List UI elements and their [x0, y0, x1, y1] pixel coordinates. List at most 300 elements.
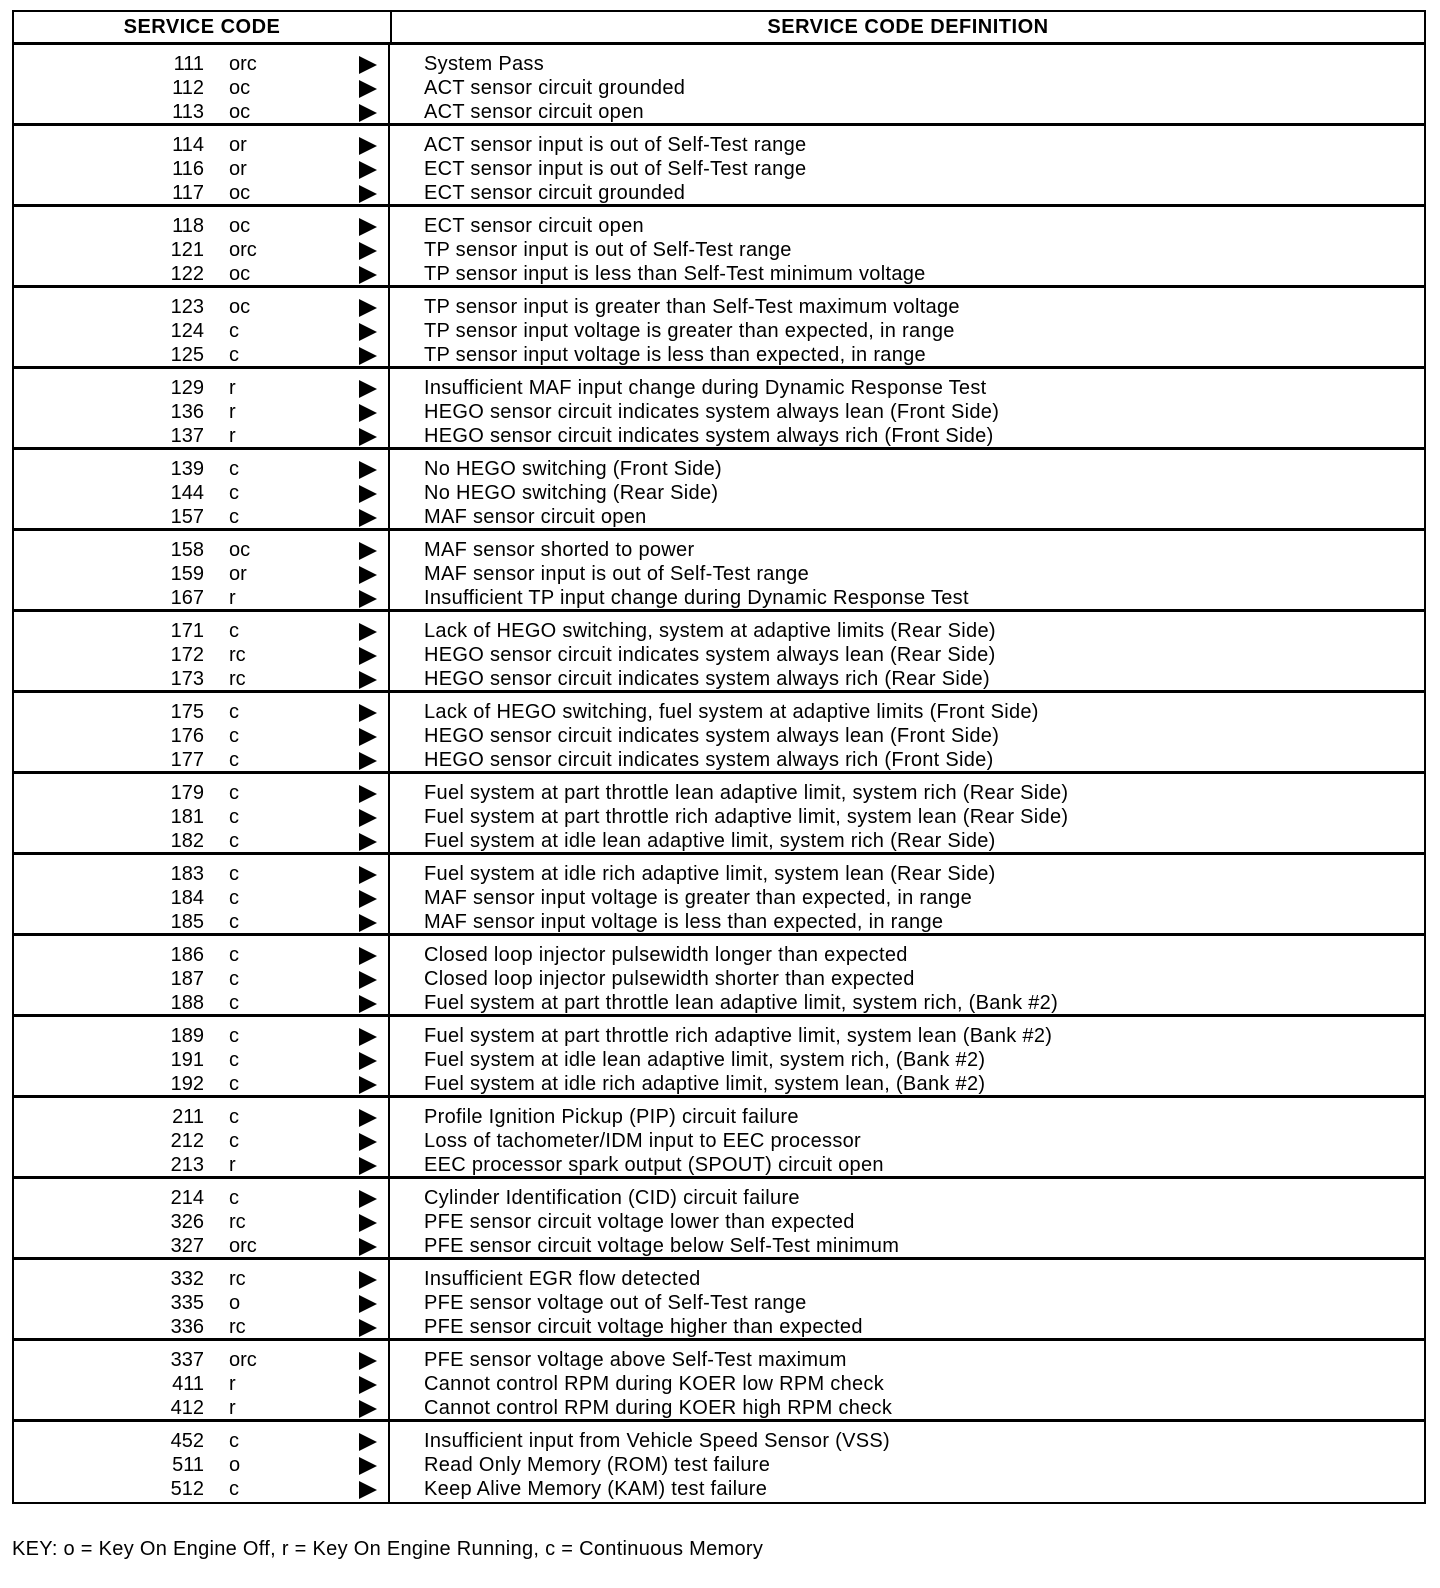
arrow-right-icon: [359, 161, 377, 179]
arrow-right-icon: [359, 785, 377, 803]
test-mode-flag: o: [229, 1292, 241, 1314]
definition-column-header: SERVICE CODE DEFINITION: [767, 16, 1049, 38]
definition-cell: [390, 288, 1424, 366]
arrow-right-icon: [359, 1052, 377, 1070]
code-row: [14, 667, 388, 691]
test-mode-flag: c: [229, 506, 239, 528]
arrow-right-icon: [359, 485, 377, 503]
definition-text: Loss of tachometer/IDM input to EEC processor: [424, 1130, 862, 1152]
definition-cell: [390, 1179, 1424, 1257]
service-code-number: 182: [170, 830, 204, 852]
code-group: [14, 693, 1424, 774]
definition-text: ACT sensor input is out of Self-Test range: [424, 134, 807, 156]
code-cell: [14, 1422, 390, 1502]
service-code-number: 189: [170, 1025, 204, 1047]
definition-cell: [390, 450, 1424, 528]
definition-text: Lack of HEGO switching, fuel system at adaptive limits (Front Side): [424, 701, 1039, 723]
code-group: [14, 1422, 1424, 1502]
arrow-right-icon: [359, 218, 377, 236]
definition-text: HEGO sensor circuit indicates system always rich (Front Side): [424, 749, 994, 771]
test-mode-flag: or: [229, 563, 247, 585]
arrow-right-icon: [359, 704, 377, 722]
code-group: [14, 450, 1424, 531]
code-group: [14, 45, 1424, 126]
arrow-right-icon: [359, 890, 377, 908]
code-row: [14, 538, 388, 562]
service-code-number: 412: [170, 1397, 204, 1419]
arrow-right-icon: [359, 671, 377, 689]
test-mode-flag: c: [229, 725, 239, 747]
code-row: [14, 262, 388, 286]
code-row: [14, 805, 388, 829]
test-mode-flag: r: [229, 377, 236, 399]
code-row: [14, 586, 388, 610]
test-mode-flag: c: [229, 320, 239, 342]
service-code-number: 214: [170, 1187, 204, 1209]
code-row: [14, 343, 388, 367]
definition-text: Fuel system at idle lean adaptive limit, system rich (Rear Side): [424, 830, 996, 852]
definition-text: EEC processor spark output (SPOUT) circuit open: [424, 1154, 884, 1176]
service-code-number: 186: [170, 944, 204, 966]
code-row: [14, 619, 388, 643]
test-mode-flag: orc: [229, 53, 257, 75]
code-group: [14, 774, 1424, 855]
definition-text: No HEGO switching (Front Side): [424, 458, 722, 480]
definition-cell: [390, 531, 1424, 609]
code-cell: [14, 693, 390, 771]
service-code-number: 123: [170, 296, 204, 318]
arrow-right-icon: [359, 833, 377, 851]
arrow-right-icon: [359, 542, 377, 560]
definition-text: TP sensor input voltage is less than expected, in range: [424, 344, 926, 366]
service-code-number: 183: [170, 863, 204, 885]
test-mode-flag: oc: [229, 539, 251, 561]
arrow-right-icon: [359, 1190, 377, 1208]
arrow-right-icon: [359, 1028, 377, 1046]
code-cell: [14, 288, 390, 366]
test-mode-flag: oc: [229, 182, 251, 204]
code-cell: [14, 936, 390, 1014]
code-cell: [14, 126, 390, 204]
code-row: [14, 457, 388, 481]
code-row: [14, 829, 388, 853]
test-mode-flag: r: [229, 425, 236, 447]
test-mode-flag: c: [229, 482, 239, 504]
arrow-right-icon: [359, 1295, 377, 1313]
code-row: [14, 133, 388, 157]
service-code-column-header: SERVICE CODE: [14, 12, 392, 42]
arrow-right-icon: [359, 623, 377, 641]
service-code-document: [12, 10, 1426, 1504]
service-code-number: 191: [170, 1049, 204, 1071]
service-code-number: 129: [170, 377, 204, 399]
service-code-number: 326: [170, 1211, 204, 1233]
code-row: [14, 862, 388, 886]
code-row: [14, 967, 388, 991]
service-code-number: 122: [170, 263, 204, 285]
code-row: [14, 295, 388, 319]
arrow-right-icon: [359, 266, 377, 284]
arrow-right-icon: [359, 1133, 377, 1151]
definition-text: Profile Ignition Pickup (PIP) circuit failure: [424, 1106, 799, 1128]
test-mode-flag: r: [229, 1373, 236, 1395]
definition-text: ACT sensor circuit open: [424, 101, 644, 123]
definition-text: Fuel system at idle rich adaptive limit, system lean (Rear Side): [424, 863, 996, 885]
code-row: [14, 1315, 388, 1339]
test-mode-flag: or: [229, 158, 247, 180]
service-code-number: 512: [170, 1478, 204, 1500]
definition-text: TP sensor input is less than Self-Test minimum voltage: [424, 263, 926, 285]
service-code-number: 125: [170, 344, 204, 366]
test-mode-flag: oc: [229, 263, 251, 285]
code-row: [14, 1267, 388, 1291]
service-code-number: 158: [170, 539, 204, 561]
code-group: [14, 855, 1424, 936]
test-mode-flag: rc: [229, 1268, 246, 1290]
code-row: [14, 76, 388, 100]
definition-text: PFE sensor circuit voltage higher than expected: [424, 1316, 863, 1338]
code-group: [14, 1179, 1424, 1260]
arrow-right-icon: [359, 380, 377, 398]
test-mode-flag: orc: [229, 239, 257, 261]
service-code-number: 157: [170, 506, 204, 528]
definition-cell: [390, 612, 1424, 690]
service-code-number: 113: [172, 101, 204, 123]
test-mode-flag: c: [229, 1106, 239, 1128]
definition-cell: [390, 1098, 1424, 1176]
test-mode-flag: orc: [229, 1349, 257, 1371]
service-code-number: 192: [170, 1073, 204, 1095]
arrow-right-icon: [359, 1376, 377, 1394]
definition-text: Fuel system at idle rich adaptive limit, system lean, (Bank #2): [424, 1073, 986, 1095]
test-mode-flag: c: [229, 992, 239, 1014]
arrow-right-icon: [359, 323, 377, 341]
arrow-right-icon: [359, 428, 377, 446]
code-row: [14, 319, 388, 343]
definition-text: MAF sensor input voltage is less than expected, in range: [424, 911, 944, 933]
test-mode-flag: c: [229, 911, 239, 933]
arrow-right-icon: [359, 347, 377, 365]
code-row: [14, 1129, 388, 1153]
service-code-number: 337: [170, 1349, 204, 1371]
test-mode-flag: c: [229, 887, 239, 909]
definition-text: Closed loop injector pulsewidth shorter than expected: [424, 968, 915, 990]
test-mode-flag: rc: [229, 1316, 246, 1338]
test-mode-flag: or: [229, 134, 247, 156]
code-row: [14, 1210, 388, 1234]
arrow-right-icon: [359, 1157, 377, 1175]
code-group: [14, 531, 1424, 612]
definition-text: ECT sensor circuit open: [424, 215, 644, 237]
arrow-right-icon: [359, 728, 377, 746]
arrow-right-icon: [359, 1319, 377, 1337]
service-code-number: 116: [172, 158, 204, 180]
code-row: [14, 1477, 388, 1501]
arrow-right-icon: [359, 995, 377, 1013]
service-code-number: 175: [170, 701, 204, 723]
test-mode-flag: oc: [229, 77, 251, 99]
definition-text: TP sensor input is greater than Self-Test maximum voltage: [424, 296, 960, 318]
service-code-number: 181: [170, 806, 204, 828]
code-row: [14, 505, 388, 529]
service-code-number: 212: [170, 1130, 204, 1152]
service-code-number: 121: [170, 239, 204, 261]
test-mode-flag: c: [229, 782, 239, 804]
test-mode-flag: c: [229, 701, 239, 723]
code-row: [14, 181, 388, 205]
code-row: [14, 1429, 388, 1453]
definition-text: Cannot control RPM during KOER low RPM check: [424, 1373, 885, 1395]
service-code-number: 111: [173, 53, 204, 75]
definition-text: Closed loop injector pulsewidth longer than expected: [424, 944, 908, 966]
definition-cell: [390, 1017, 1424, 1095]
test-mode-flag: oc: [229, 101, 251, 123]
arrow-right-icon: [359, 461, 377, 479]
code-row: [14, 157, 388, 181]
table-body: [14, 45, 1424, 1502]
definition-text: Fuel system at part throttle lean adaptive limit, system rich (Rear Side): [424, 782, 1069, 804]
service-code-number: 159: [170, 563, 204, 585]
code-cell: [14, 45, 390, 123]
code-cell: [14, 1017, 390, 1095]
definition-cell: [390, 936, 1424, 1014]
service-code-number: 136: [170, 401, 204, 423]
service-code-number: 144: [170, 482, 204, 504]
code-cell: [14, 1098, 390, 1176]
arrow-right-icon: [359, 1400, 377, 1418]
definition-text: System Pass: [424, 53, 544, 75]
service-code-number: 167: [170, 587, 204, 609]
definition-text: Cylinder Identification (CID) circuit failure: [424, 1187, 800, 1209]
test-mode-flag: c: [229, 749, 239, 771]
code-row: [14, 943, 388, 967]
test-mode-flag: r: [229, 401, 236, 423]
definition-text: MAF sensor input voltage is greater than expected, in range: [424, 887, 973, 909]
code-row: [14, 1348, 388, 1372]
definition-text: MAF sensor shorted to power: [424, 539, 695, 561]
code-cell: [14, 531, 390, 609]
code-cell: [14, 1179, 390, 1257]
key-legend: KEY: o = Key On Engine Off, r = Key On Engine Running, c = Continuous Memory: [12, 1538, 764, 1560]
definition-cell: [390, 855, 1424, 933]
code-row: [14, 700, 388, 724]
definition-text: HEGO sensor circuit indicates system always lean (Rear Side): [424, 644, 996, 666]
code-row: [14, 643, 388, 667]
code-row: [14, 991, 388, 1015]
arrow-right-icon: [359, 1457, 377, 1475]
arrow-right-icon: [359, 404, 377, 422]
service-code-number: 511: [172, 1454, 204, 1476]
code-group: [14, 1260, 1424, 1341]
service-code-number: 179: [170, 782, 204, 804]
definition-text: Fuel system at part throttle lean adaptive limit, system rich, (Bank #2): [424, 992, 1059, 1014]
definition-text: ACT sensor circuit grounded: [424, 77, 686, 99]
code-cell: [14, 1260, 390, 1338]
definition-text: Insufficient EGR flow detected: [424, 1268, 701, 1290]
test-mode-flag: c: [229, 344, 239, 366]
code-row: [14, 400, 388, 424]
code-row: [14, 724, 388, 748]
service-code-number: 213: [170, 1154, 204, 1176]
definition-text: HEGO sensor circuit indicates system always lean (Front Side): [424, 401, 1000, 423]
arrow-right-icon: [359, 1214, 377, 1232]
definition-text: Lack of HEGO switching, system at adaptive limits (Rear Side): [424, 620, 996, 642]
code-row: [14, 1234, 388, 1258]
service-code-number: 185: [170, 911, 204, 933]
code-group: [14, 369, 1424, 450]
arrow-right-icon: [359, 299, 377, 317]
definition-text: Insufficient MAF input change during Dynamic Response Test: [424, 377, 987, 399]
test-mode-flag: rc: [229, 1211, 246, 1233]
test-mode-flag: rc: [229, 668, 246, 690]
service-code-number: 173: [170, 668, 204, 690]
code-row: [14, 1024, 388, 1048]
code-row: [14, 1186, 388, 1210]
arrow-right-icon: [359, 80, 377, 98]
definition-text: TP sensor input is out of Self-Test range: [424, 239, 792, 261]
service-code-number: 137: [170, 425, 204, 447]
code-row: [14, 1291, 388, 1315]
code-row: [14, 781, 388, 805]
service-code-number: 336: [170, 1316, 204, 1338]
test-mode-flag: c: [229, 1430, 239, 1452]
definition-cell: [390, 369, 1424, 447]
definition-text: HEGO sensor circuit indicates system always lean (Front Side): [424, 725, 1000, 747]
definition-text: PFE sensor voltage above Self-Test maximum: [424, 1349, 847, 1371]
code-row: [14, 52, 388, 76]
code-cell: [14, 1341, 390, 1419]
code-row: [14, 910, 388, 934]
definition-cell: [390, 1422, 1424, 1502]
code-cell: [14, 855, 390, 933]
code-row: [14, 1048, 388, 1072]
test-mode-flag: c: [229, 1478, 239, 1500]
test-mode-flag: c: [229, 1049, 239, 1071]
definition-text: PFE sensor voltage out of Self-Test range: [424, 1292, 807, 1314]
definition-text: No HEGO switching (Rear Side): [424, 482, 719, 504]
arrow-right-icon: [359, 566, 377, 584]
code-group: [14, 936, 1424, 1017]
code-group: [14, 288, 1424, 369]
test-mode-flag: c: [229, 944, 239, 966]
test-mode-flag: c: [229, 830, 239, 852]
definition-cell: [390, 45, 1424, 123]
arrow-right-icon: [359, 809, 377, 827]
arrow-right-icon: [359, 1238, 377, 1256]
test-mode-flag: c: [229, 1187, 239, 1209]
code-row: [14, 481, 388, 505]
definition-cell: [390, 1260, 1424, 1338]
definition-text: Insufficient TP input change during Dynamic Response Test: [424, 587, 969, 609]
test-mode-flag: c: [229, 863, 239, 885]
arrow-right-icon: [359, 509, 377, 527]
code-group: [14, 1341, 1424, 1422]
code-row: [14, 238, 388, 262]
definition-cell: [390, 693, 1424, 771]
service-code-number: 112: [172, 77, 204, 99]
test-mode-flag: c: [229, 1130, 239, 1152]
code-cell: [14, 612, 390, 690]
service-code-number: 124: [170, 320, 204, 342]
test-mode-flag: oc: [229, 215, 251, 237]
test-mode-flag: c: [229, 620, 239, 642]
service-code-number: 176: [170, 725, 204, 747]
test-mode-flag: r: [229, 1154, 236, 1176]
code-row: [14, 562, 388, 586]
code-row: [14, 214, 388, 238]
definition-text: Fuel system at idle lean adaptive limit, system rich, (Bank #2): [424, 1049, 986, 1071]
code-cell: [14, 369, 390, 447]
service-code-number: 188: [170, 992, 204, 1014]
definition-cell: [390, 1341, 1424, 1419]
code-group: [14, 207, 1424, 288]
definition-text: ECT sensor input is out of Self-Test range: [424, 158, 807, 180]
code-group: [14, 126, 1424, 207]
definition-cell: [390, 126, 1424, 204]
definition-text: HEGO sensor circuit indicates system always rich (Rear Side): [424, 668, 990, 690]
arrow-right-icon: [359, 56, 377, 74]
arrow-right-icon: [359, 947, 377, 965]
test-mode-flag: oc: [229, 296, 251, 318]
definition-text: TP sensor input voltage is greater than expected, in range: [424, 320, 955, 342]
code-row: [14, 376, 388, 400]
arrow-right-icon: [359, 1076, 377, 1094]
definition-text: PFE sensor circuit voltage below Self-Test minimum: [424, 1235, 900, 1257]
test-mode-flag: rc: [229, 644, 246, 666]
test-mode-flag: c: [229, 1073, 239, 1095]
arrow-right-icon: [359, 1352, 377, 1370]
service-code-number: 118: [172, 215, 204, 237]
service-code-number: 452: [170, 1430, 204, 1452]
service-code-number: 114: [172, 134, 204, 156]
test-mode-flag: c: [229, 458, 239, 480]
code-group: [14, 612, 1424, 693]
service-code-number: 332: [170, 1268, 204, 1290]
definition-text: Cannot control RPM during KOER high RPM check: [424, 1397, 893, 1419]
arrow-right-icon: [359, 647, 377, 665]
arrow-right-icon: [359, 1271, 377, 1289]
arrow-right-icon: [359, 1481, 377, 1499]
service-code-number: 139: [170, 458, 204, 480]
service-code-number: 171: [170, 620, 204, 642]
test-mode-flag: orc: [229, 1235, 257, 1257]
definition-cell: [390, 207, 1424, 285]
service-code-number: 327: [170, 1235, 204, 1257]
code-row: [14, 1105, 388, 1129]
code-row: [14, 1396, 388, 1420]
arrow-right-icon: [359, 866, 377, 884]
service-code-number: 335: [170, 1292, 204, 1314]
service-code-number: 177: [170, 749, 204, 771]
code-row: [14, 100, 388, 124]
code-cell: [14, 207, 390, 285]
definition-text: PFE sensor circuit voltage lower than expected: [424, 1211, 855, 1233]
arrow-right-icon: [359, 137, 377, 155]
arrow-right-icon: [359, 185, 377, 203]
definition-text: MAF sensor circuit open: [424, 506, 647, 528]
service-code-number: 187: [170, 968, 204, 990]
code-row: [14, 1153, 388, 1177]
test-mode-flag: c: [229, 806, 239, 828]
service-code-number: 411: [172, 1373, 204, 1395]
service-code-number: 117: [172, 182, 204, 204]
service-code-number: 211: [172, 1106, 204, 1128]
test-mode-flag: r: [229, 587, 236, 609]
arrow-right-icon: [359, 242, 377, 260]
definition-cell: [390, 774, 1424, 852]
arrow-right-icon: [359, 1109, 377, 1127]
code-row: [14, 886, 388, 910]
